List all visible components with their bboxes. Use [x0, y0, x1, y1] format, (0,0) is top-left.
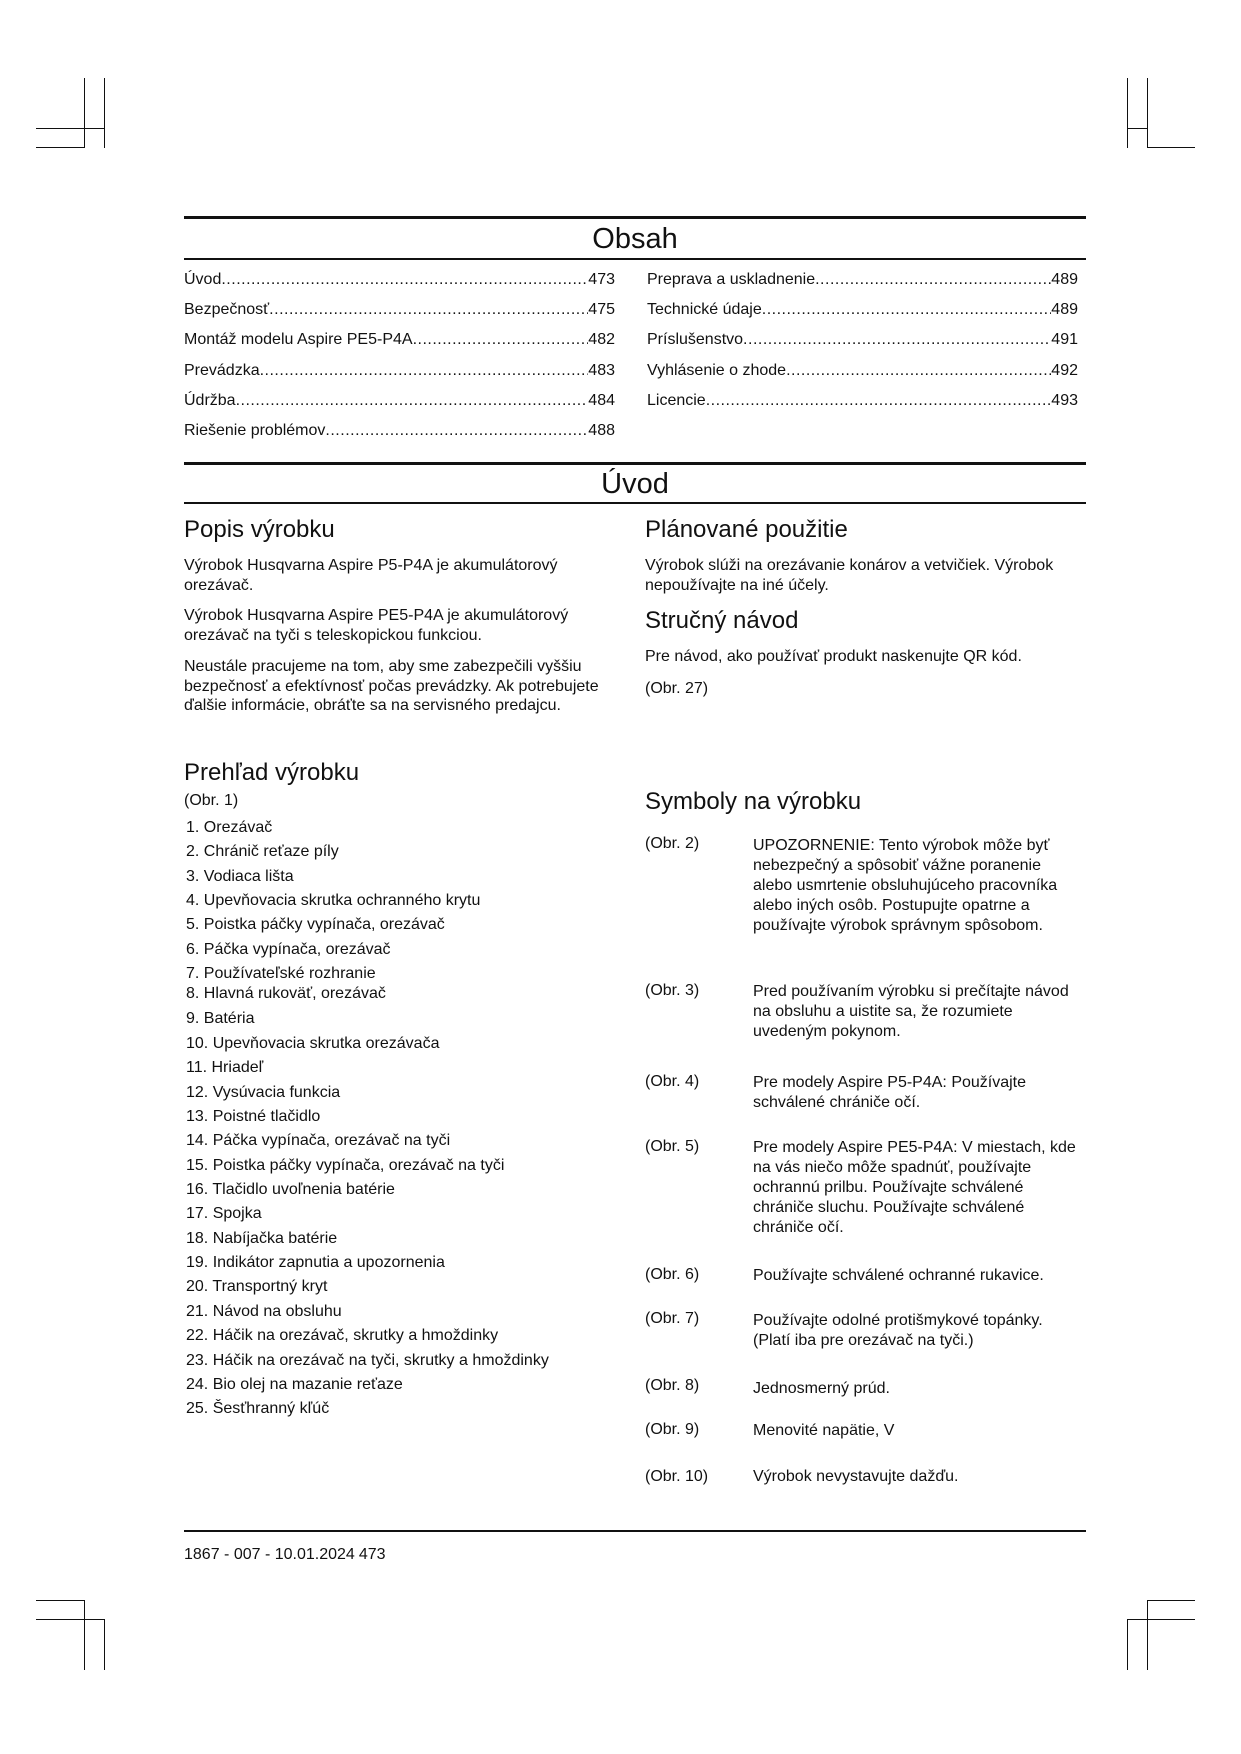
symbol-figure-ref: (Obr. 5)	[645, 1138, 700, 1155]
toc-entry[interactable]: Riešenie problémov ..... 488	[184, 421, 615, 441]
symbol-description: Menovité napätie, V	[753, 1422, 895, 1439]
footer-page-number: 473	[358, 1546, 386, 1563]
list-item: 20. Transportný kryt	[186, 1278, 328, 1295]
list-item: 10. Upevňovacia skrutka orezávača	[186, 1035, 440, 1052]
footer-rule	[184, 1530, 1086, 1532]
symbol-description: UPOZORNENIE: Tento výrobok môže byť nebezpečný a spôsobiť vážne poranenie alebo usmrtenie obsluhujúceho pracovníka alebo iných osôb. Postupujte opatrne a používajte výrobok správnym spôsobom.	[753, 837, 1058, 934]
symbol-figure-ref: (Obr. 2)	[645, 835, 700, 852]
toc-entry[interactable]: Vyhlásenie o zhode ..... 492	[647, 361, 1078, 381]
symbol-figure-ref: (Obr. 3)	[645, 982, 700, 999]
intended-use-text: Výrobok slúži na orezávanie konárov a vetvičiek. Výrobok nepoužívajte na iné účely.	[645, 557, 1054, 594]
symbol-figure-ref: (Obr. 8)	[645, 1377, 700, 1394]
list-item: 3. Vodiaca lišta	[186, 868, 294, 885]
list-item: 23. Háčik na orezávač na tyči, skrutky a hmoždinky	[186, 1352, 549, 1369]
intro-top-rule	[184, 462, 1086, 465]
symbol-description: Používajte schválené ochranné rukavice.	[753, 1267, 1044, 1284]
symbol-description: Pre modely Aspire P5-P4A: Používajte schválené chrániče očí.	[753, 1074, 1027, 1111]
list-item: 8. Hlavná rukoväť, orezávač	[186, 985, 386, 1002]
list-item: 24. Bio olej na mazanie reťaze	[186, 1376, 403, 1393]
toc-top-rule	[184, 216, 1086, 219]
symbol-figure-ref: (Obr. 4)	[645, 1073, 700, 1090]
list-item: 21. Návod na obsluhu	[186, 1303, 342, 1320]
toc-entry[interactable]: Prevádzka ..... 483	[184, 361, 615, 381]
toc-entry[interactable]: Preprava a uskladnenie ..... 489	[647, 270, 1078, 290]
list-item: 13. Poistné tlačidlo	[186, 1108, 321, 1125]
symbol-description: Výrobok nevystavujte dažďu.	[753, 1468, 959, 1485]
toc-entry[interactable]: Úvod ..... 473	[184, 270, 615, 290]
quick-guide-text: Pre návod, ako používať produkt naskenujte QR kód.	[645, 648, 1022, 665]
list-item: 5. Poistka páčky vypínača, orezávač	[186, 916, 445, 933]
list-item: 6. Páčka vypínača, orezávač	[186, 941, 391, 958]
product-description-paragraph: Výrobok Husqvarna Aspire PE5-P4A je akumulátorový orezávač na tyči s teleskopickou funkciou.	[184, 607, 569, 644]
symbol-description: Pre modely Aspire PE5-P4A: V miestach, kde na vás niečo môže spadnúť, používajte ochrannú prilbu. Používajte schválené chrániče sluchu. Používajte schválené chrániče očí.	[753, 1139, 1076, 1236]
toc-entry[interactable]: Údržba ..... 484	[184, 391, 615, 411]
symbol-description: Jednosmerný prúd.	[753, 1380, 890, 1397]
toc-entry[interactable]: Montáž modelu Aspire PE5-P4A ..... 482	[184, 330, 615, 350]
list-item: 19. Indikátor zapnutia a upozornenia	[186, 1254, 445, 1271]
symbols-heading: Symboly na výrobku	[645, 788, 862, 815]
toc-title-rule	[184, 258, 1086, 260]
list-item: 17. Spojka	[186, 1205, 262, 1222]
symbol-figure-ref: (Obr. 9)	[645, 1421, 700, 1438]
list-item: 2. Chránič reťaze píly	[186, 843, 339, 860]
intro-title-rule	[184, 502, 1086, 504]
list-item: 11. Hriadeľ	[186, 1059, 264, 1076]
quick-guide-figure-ref: (Obr. 27)	[645, 680, 709, 697]
product-overview-heading: Prehľad výrobku	[184, 759, 360, 786]
list-item: 4. Upevňovacia skrutka ochranného krytu	[186, 892, 481, 909]
symbol-figure-ref: (Obr. 7)	[645, 1310, 700, 1327]
toc-entry[interactable]: Licencie ..... 493	[647, 391, 1078, 411]
toc-entry[interactable]: Bezpečnosť ..... 475	[184, 300, 615, 320]
list-item: 14. Páčka vypínača, orezávač na tyči	[186, 1132, 451, 1149]
list-item: 9. Batéria	[186, 1010, 255, 1027]
product-overview-figure-ref: (Obr. 1)	[184, 792, 239, 809]
intro-title: Úvod	[601, 468, 669, 500]
product-description-paragraph: Výrobok Husqvarna Aspire P5-P4A je akumulátorový orezávač.	[184, 557, 558, 594]
toc-entry[interactable]: Technické údaje ..... 489	[647, 300, 1078, 320]
list-item: 7. Používateľské rozhranie	[186, 965, 376, 982]
quick-guide-heading: Stručný návod	[645, 607, 799, 634]
symbol-figure-ref: (Obr. 6)	[645, 1266, 700, 1283]
symbol-figure-ref: (Obr. 10)	[645, 1468, 709, 1485]
list-item: 15. Poistka páčky vypínača, orezávač na tyči	[186, 1157, 505, 1174]
symbol-description: Pred používaním výrobku si prečítajte návod na obsluhu a uistite sa, že rozumiete uvedeným pokynom.	[753, 983, 1069, 1040]
list-item: 25. Šesťhranný kľúč	[186, 1400, 330, 1417]
list-item: 18. Nabíjačka batérie	[186, 1230, 338, 1247]
toc-entry[interactable]: Príslušenstvo ..... 491	[647, 330, 1078, 350]
product-description-heading: Popis výrobku	[184, 516, 335, 543]
symbol-description: Používajte odolné protišmykové topánky. (Platí iba pre orezávač na tyči.)	[753, 1312, 1043, 1349]
list-item: 22. Háčik na orezávač, skrutky a hmoždinky	[186, 1327, 499, 1344]
list-item: 12. Vysúvacia funkcia	[186, 1084, 341, 1101]
intended-use-heading: Plánované použitie	[645, 516, 848, 543]
list-item: 16. Tlačidlo uvoľnenia batérie	[186, 1181, 395, 1198]
footer-doc-code: 1867 - 007 - 10.01.2024	[184, 1546, 355, 1563]
product-description-paragraph: Neustále pracujeme na tom, aby sme zabezpečili vyššiu bezpečnosť a efektívnosť počas prevádzky. Ak potrebujete ďalšie informácie, obráťte sa na servisného predajcu.	[184, 658, 599, 714]
footer	[184, 1545, 386, 1565]
toc-title: Obsah	[592, 223, 678, 255]
list-item: 1. Orezávač	[186, 819, 273, 836]
